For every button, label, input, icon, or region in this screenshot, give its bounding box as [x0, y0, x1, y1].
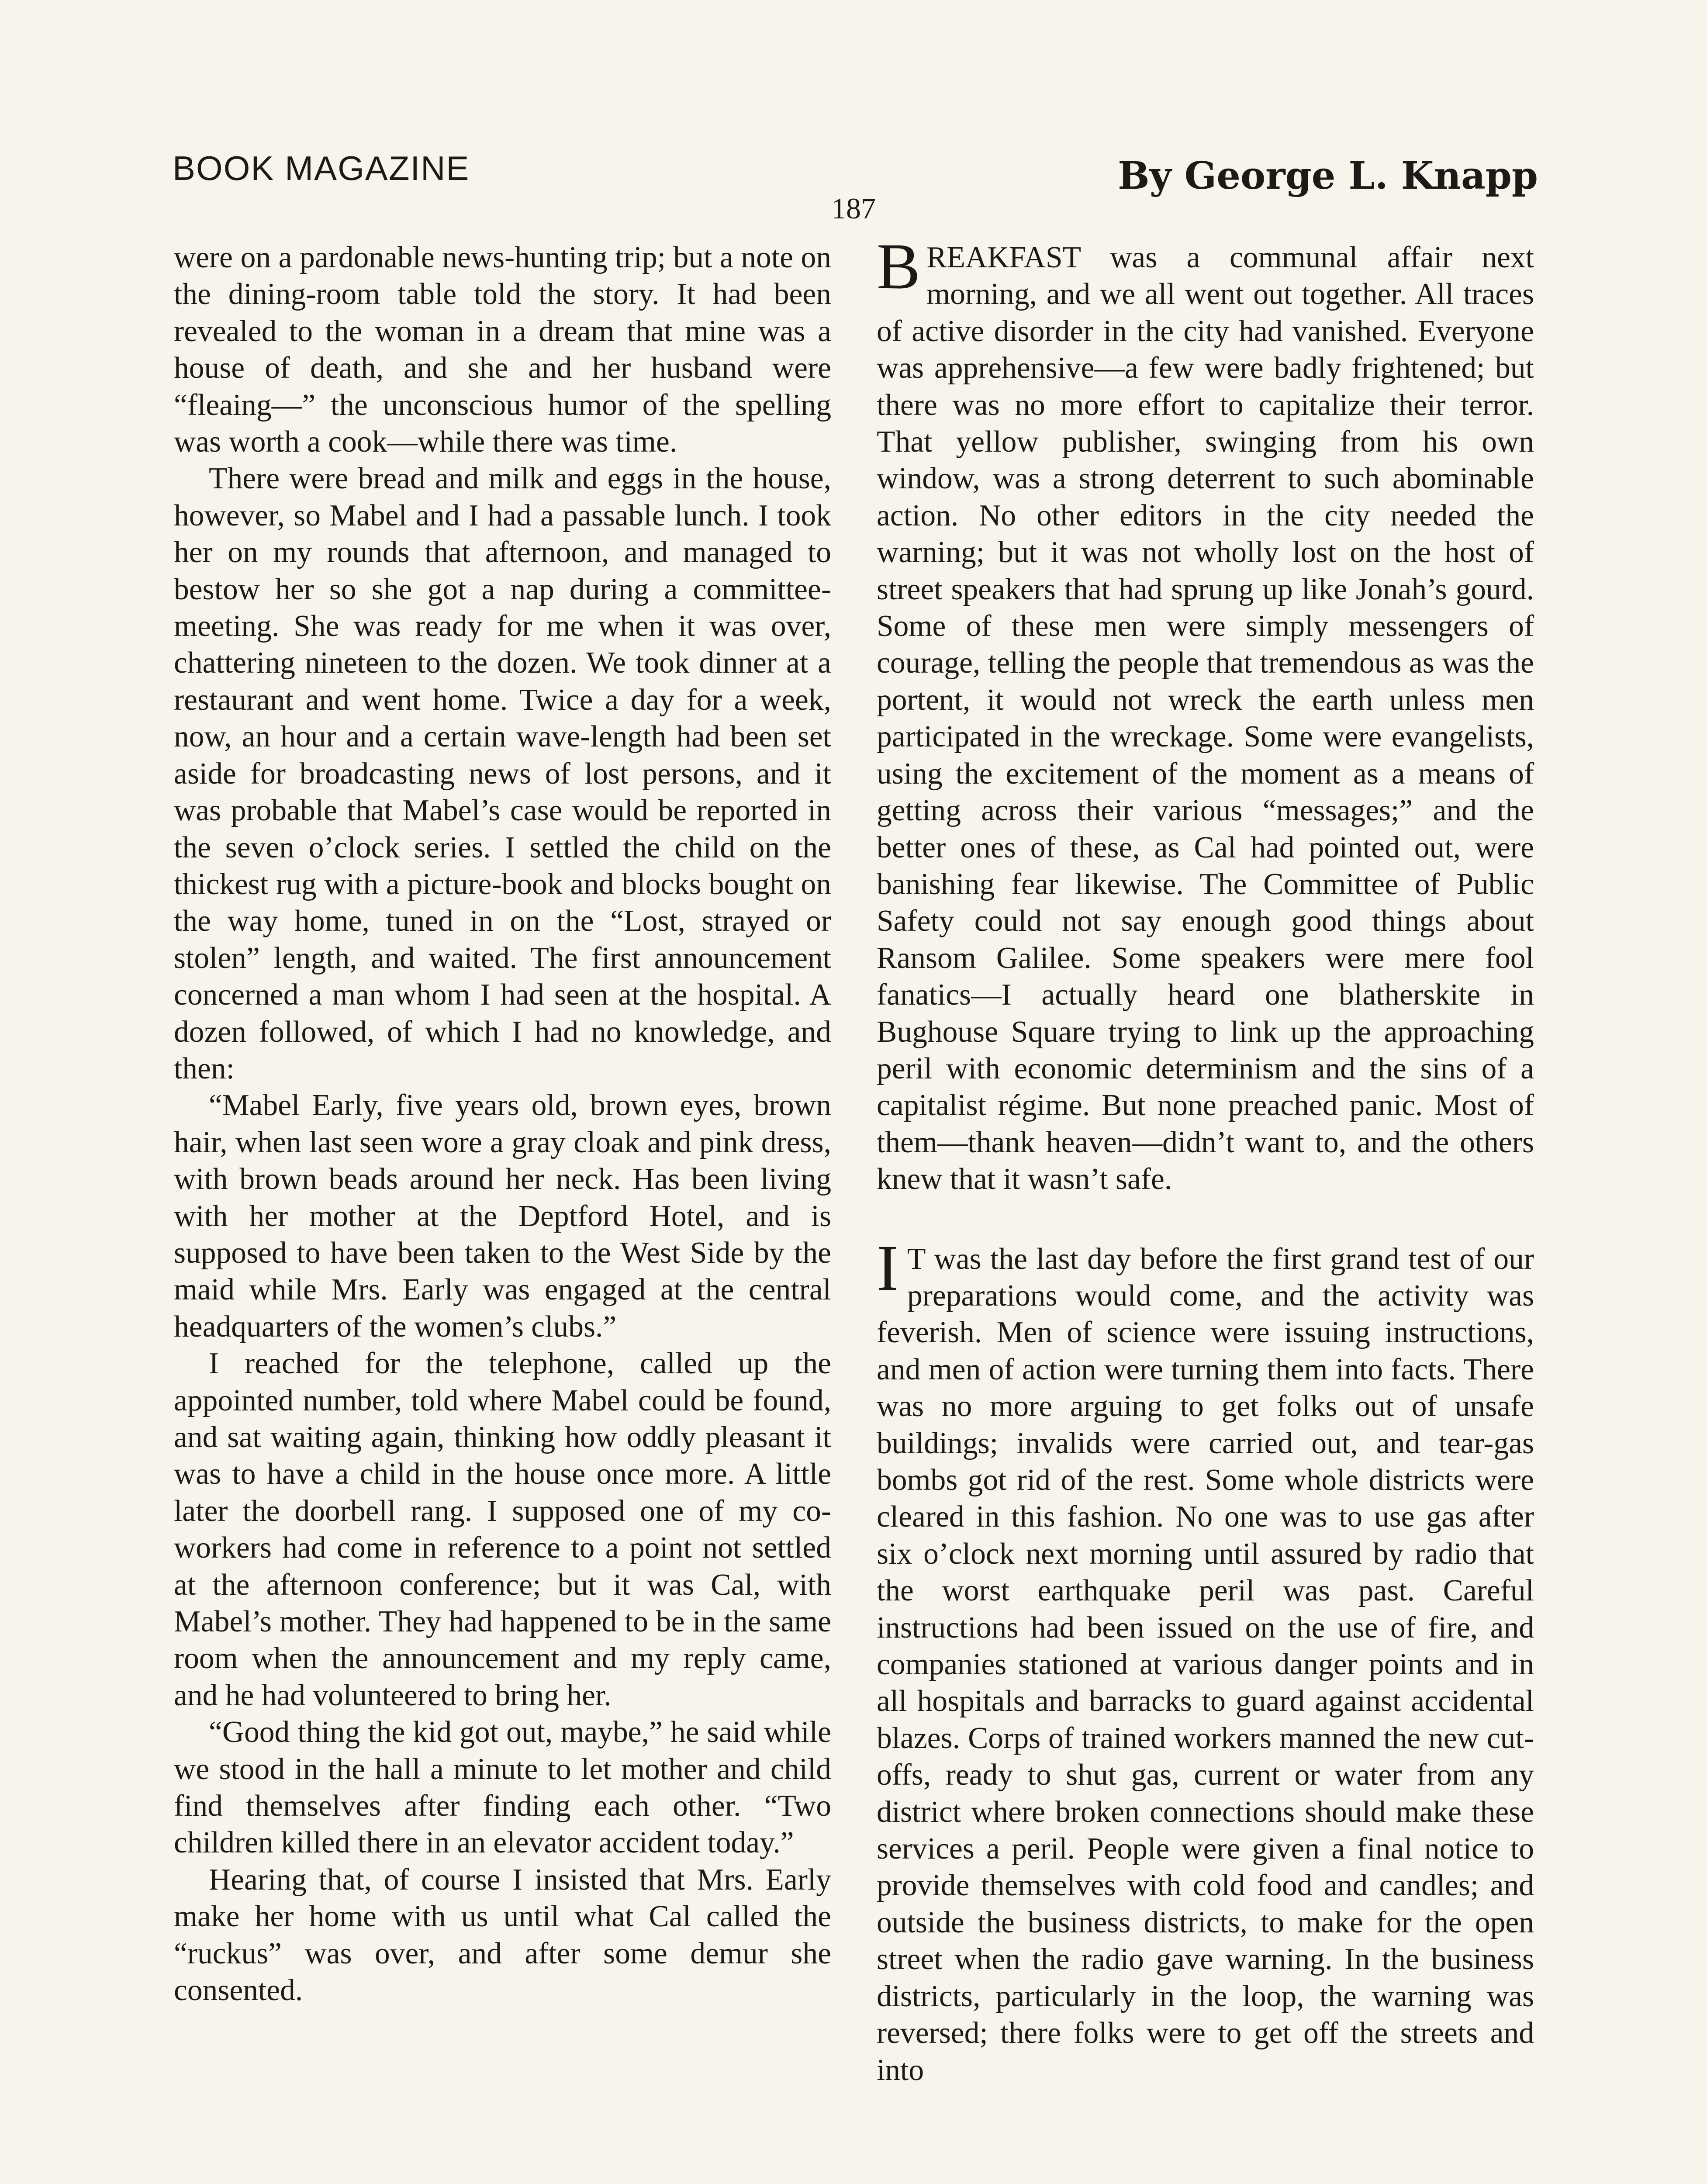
section-text: REAKFAST was a communal affair next morning, and we all went out together. All traces of active disorder in the city had vanished. Everyone was apprehensive—a few were badly frightened; but there was no more effort to capitalize their terror. That yellow publisher, swinging from his own window, was a strong deterrent to such abominable action. No other editors in the city needed the warning; but it was not wholly lost on the host of street speakers that had sprung up like Jonah’s gourd. Some of these men were simply messengers of courage, telling the people that tremendous as was the portent, it would not wreck the earth unless men participated in the wreckage. Some were evangelists, using the excitement of the moment as a means of getting across their various “messages;” and the better ones of these, as Cal had pointed out, were banishing fear likewise. The Committee of Public Safety could not say enough good things about Ransom Galilee. Some speakers were mere fool fanatics—I actually heard one blatherskite in Bughouse Square trying to link up the approaching peril with economic determinism and the sins of a capitalist régime. But none preached panic. Most of them—thank heaven—didn’t want to, and the others knew that it wasn’t safe. — [877, 241, 1534, 1196]
section-text: T was the last day before the first grand test of our preparations would come, and the activity was feverish. Men of science were issuing instructions, and men of action were turning them into facts. There was no more arguing to get folks out of unsafe buildings; invalids were carried out, and tear-gas bombs got rid of the rest. Some whole districts were cleared in this fashion. No one was to use gas after six o’clock next morning until assured by radio that the worst earthquake peril was past. Careful instructions had been issued on the use of fire, and companies stationed at various danger points and in all hospitals and barracks to guard against accidental blazes. Corps of trained workers manned the new cut-offs, ready to shut gas, current or water from any district where broken connections should make these services a peril. People were given a final notice to provide themselves with cold food and candles; and outside the business districts, to make for the open street when the radio gave warning. In the business districts, particularly in the loop, the warning was reversed; there folks were to get off the streets and into — [877, 1242, 1534, 2087]
right-column — [877, 230, 1534, 2089]
drop-cap: I — [877, 1231, 898, 1304]
running-header-left: BOOK MAGAZINE — [173, 149, 470, 187]
paragraph: There were bread and milk and eggs in the house, however, so Mabel and I had a passable lunch. I took her on my rounds that afternoon, and managed to bestow her so she got a nap during a committee-meeting. She was ready for me when it was over, chattering nineteen to the dozen. We took dinner at a restaurant and went home. Twice a day for a week, now, an hour and a certain wave-length had been set aside for broadcasting news of lost persons, and it was probable that Mabel’s case would be reported in the seven o’clock series. I settled the child on the thickest rug with a picture-book and blocks bought on the way home, tuned in on the “Lost, strayed or stolen” length, and waited. The first announcement concerned a man whom I had seen at the hospital. A dozen followed, of which I had no knowledge, and then: — [174, 462, 831, 1085]
paragraph: were on a pardonable news-hunting trip; but a note on the dining-room table told the story. It had been revealed to the woman in a dream that mine was a house of death, and she and her husband were “fleaing—” the unconscious humor of the spelling was worth a cook—while there was time. — [174, 241, 831, 459]
section-break — [877, 1198, 1534, 1241]
left-column — [174, 239, 831, 2009]
page-number: 187 — [831, 192, 876, 225]
drop-cap: B — [877, 230, 921, 303]
paragraph: “Good thing the kid got out, maybe,” he said while we stood in the hall a minute to let mother and child find themselves after finding each other. “Two children killed there in an elevator accident today.” — [174, 1715, 831, 1860]
running-header-byline: By George L. Knapp — [1118, 154, 1538, 198]
section-paragraph — [877, 230, 1534, 1198]
section-paragraph — [877, 1231, 1534, 2089]
paragraph: Hearing that, of course I insisted that Mrs. Early make her home with us until what Cal called the “ruckus” was over, and after some demur she consented. — [174, 1863, 831, 2008]
paragraph: “Mabel Early, five years old, brown eyes, brown hair, when last seen wore a gray cloak and pink dress, with brown beads around her neck. Has been living with her mother at the Deptford Hotel, and is supposed to have been taken to the West Side by the maid while Mrs. Early was engaged at the central headquarters of the women’s clubs.” — [174, 1089, 831, 1344]
paragraph: I reached for the telephone, called up the appointed number, told where Mabel could be found, and sat waiting again, thinking how oddly pleasant it was to have a child in the house once more. A little later the doorbell rang. I supposed one of my co-workers had come in reference to a point not settled at the afternoon conference; but it was Cal, with Mabel’s mother. They had happened to be in the same room when the announcement and my reply came, and he had volunteered to bring her. — [174, 1347, 831, 1712]
